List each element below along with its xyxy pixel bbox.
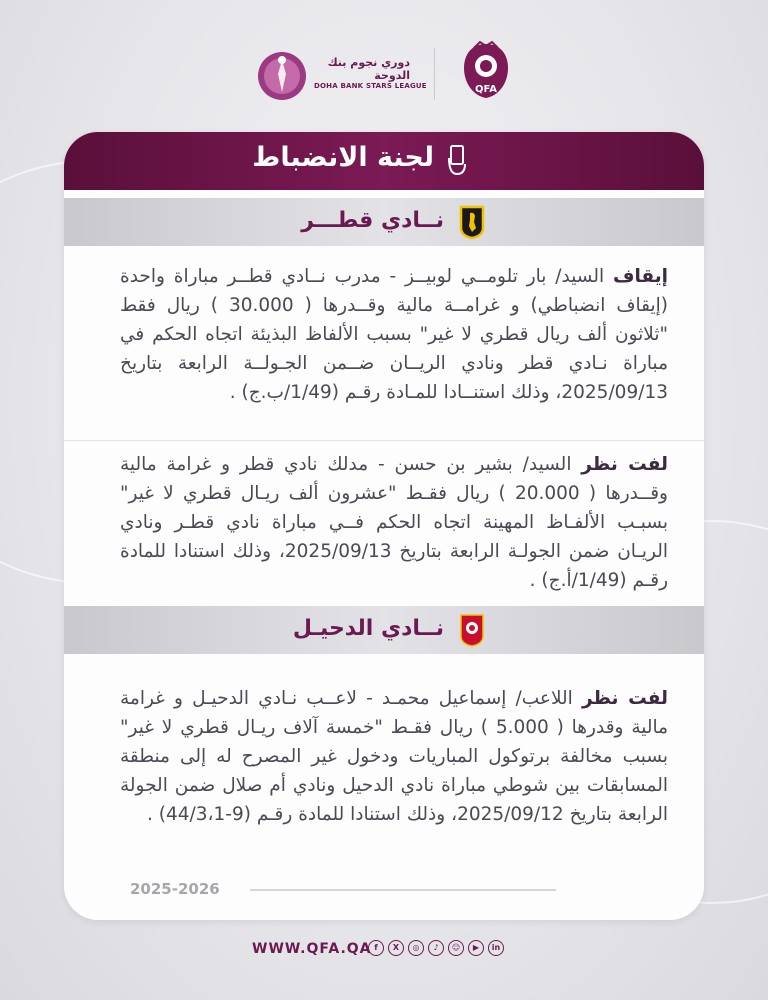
ruling-text: اللاعب/ إسماعيل محمـد - لاعــب نـادي الدحيـل و غرامة مالية وقدرها ( 5.000 ) ريال فقـط "خمسة آلاف ريـال قطري لا غير" بسبب مخالفة برتوكول المباريات ودخول غير المصرح له إلى منطقة المسابقات بين شوطي مباراة نادي الدحيل ونادي أم صلال ضمن الجولة الرابعة بتاريخ 2025/09/12، وذلك استنادا للمادة رقـم (9-44/3،1) . — [120, 688, 668, 825]
x-icon[interactable]: X — [388, 940, 404, 956]
club-bar-duhail — [64, 606, 704, 654]
instagram-icon[interactable]: ◎ — [408, 940, 424, 956]
league-name-ar: دوري نجوم بنك الدوحة — [327, 56, 410, 82]
website-link[interactable]: WWW.QFA.QA — [252, 941, 372, 957]
club-bar-qatar — [64, 198, 704, 246]
league-name-en: DOHA BANK STARS LEAGUE — [314, 82, 427, 90]
qfa-logo — [460, 40, 512, 102]
referee-card-icon — [446, 144, 468, 176]
ruling-paragraph — [120, 262, 668, 407]
ruling-lead: لفت نظر — [581, 454, 669, 475]
page-title: لجنة الانضباط — [252, 142, 434, 173]
header-divider — [434, 48, 435, 100]
league-name — [314, 56, 434, 90]
snapchat-icon[interactable]: ☺ — [448, 940, 464, 956]
ruling-paragraph — [120, 684, 668, 829]
club-name-qatar: نــادي قطـــر — [301, 208, 444, 233]
club-name-duhail: نــادي الدحيـل — [292, 616, 444, 641]
youtube-icon[interactable]: ▶ — [468, 940, 484, 956]
season-label: 2025-2026 — [130, 880, 220, 898]
disciplinary-card — [64, 132, 704, 920]
ruling-paragraph — [120, 450, 668, 595]
ruling-text: السيد/ بشير بن حسن - مدلك نادي قطر و غرامة مالية وقــدرها ( 20.000 ) ريال فقـط "عشرون ألف ريـال قطري لا غير" بسبـب الألفـاظ المهينة اتجاه الحكم فــي مباراة نادي قطـر ونادي الريـان ضمن الجولـة الرابعة بتاريخ 2025/09/13، وذلك استنادا للمادة رقـم (1/49/أ.ج) . — [120, 454, 668, 591]
ruling-lead: إيقاف — [612, 266, 668, 287]
linkedin-icon[interactable]: in — [488, 940, 504, 956]
doha-bank-stars-league-logo — [252, 46, 312, 106]
tiktok-icon[interactable]: ♪ — [428, 940, 444, 956]
season-divider — [250, 889, 556, 891]
header — [0, 40, 768, 110]
qatar-sc-badge-icon — [458, 204, 486, 240]
qfa-logo-text: QFA — [475, 84, 497, 95]
facebook-icon[interactable]: f — [368, 940, 384, 956]
ruling-lead: لفت نظر — [581, 688, 669, 709]
ruling-text: السيد/ بار تلومــي لوبيــز - مدرب نــادي قطــر مباراة واحدة (إيقاف انضباطي) و غرامــة مالية وقــدرها ( 30.000 ) ريال فقط "ثلاثون ألف ريال قطري لا غير" بسبب الألفاظ البذيئة اتجاه الحكم في مباراة نـادي قطر ونادي الريــان ضــمن الجـولــة الرابعة بتاريخ 2025/09/13، وذلك استنــادا للمـادة رقـم (1/49/ب.ج) . — [120, 266, 668, 403]
footer — [0, 938, 768, 962]
title-bar — [64, 132, 704, 190]
al-duhail-badge-icon — [458, 612, 486, 648]
paragraph-divider — [64, 440, 704, 441]
